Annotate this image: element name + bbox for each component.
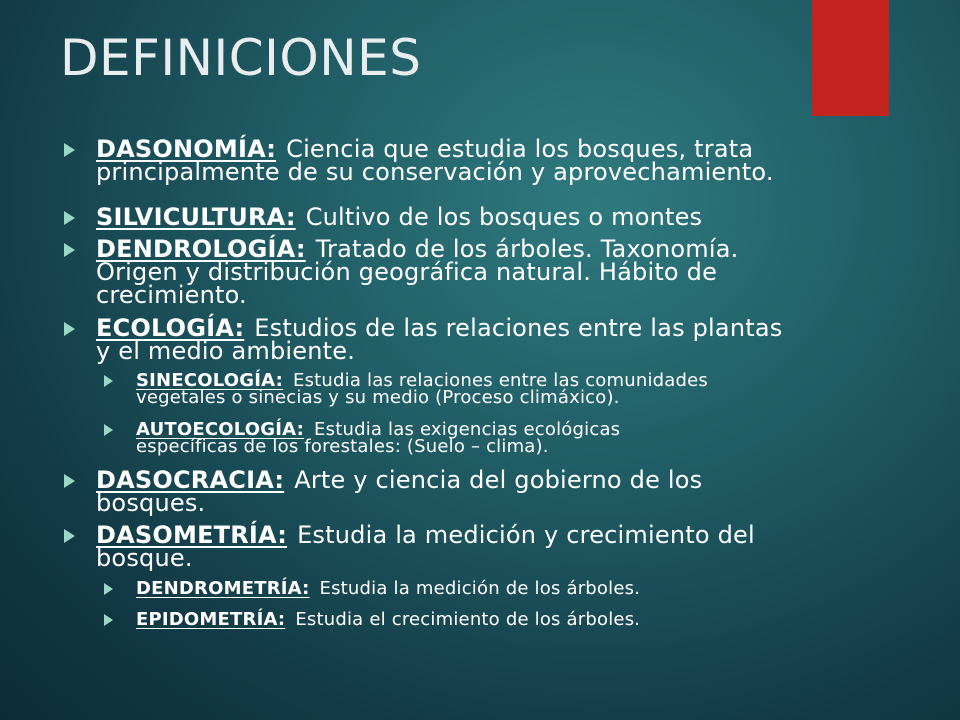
- item-line: [96, 465, 920, 494]
- list-item-dasocracia: [60, 465, 920, 517]
- item-line: [136, 609, 920, 631]
- term-label: EPIDOMETRÍA:: [136, 609, 286, 631]
- term-label: SINECOLOGÍA:: [136, 370, 283, 392]
- bullet-arrow-icon: [64, 322, 75, 336]
- definition-text: Tratado de los árboles. Taxonomía.: [315, 235, 739, 264]
- bullet-arrow-icon: [64, 529, 75, 543]
- term-label: DASONOMÍA:: [96, 135, 277, 163]
- bullet-arrow-icon: [104, 583, 113, 595]
- list-item-dasonomia: [60, 135, 920, 186]
- bullet-arrow-icon: [64, 243, 75, 257]
- term-label: SILVICULTURA:: [96, 202, 296, 231]
- list-item-silvicultura: [60, 202, 920, 231]
- list-item-sinecologia: [100, 370, 920, 409]
- item-line: [96, 521, 920, 550]
- definition-text: Estudia la medición de los árboles.: [319, 577, 641, 599]
- definition-text: bosque.: [96, 544, 193, 573]
- item-line: [136, 577, 920, 599]
- list-item-dendrologia: [60, 235, 920, 309]
- definition-text: específicas de los forestales: (Suelo – clima).: [136, 435, 549, 457]
- definition-text: principalmente de su conservación y aprovechamiento.: [96, 157, 774, 186]
- bullet-arrow-icon: [104, 424, 113, 436]
- definition-text: Cultivo de los bosques o montes: [305, 202, 703, 231]
- item-line: [96, 202, 920, 231]
- term-label: DASOMETRÍA:: [96, 521, 288, 550]
- definition-text: Estudia las relaciones entre las comunidades: [293, 370, 708, 392]
- list-item-dasometria: [60, 521, 920, 573]
- bullet-arrow-icon: [64, 211, 75, 225]
- definition-text: Ciencia que estudia los bosques, trata: [286, 135, 754, 163]
- term-label: DENDROMETRÍA:: [136, 577, 310, 599]
- list-item-epidometria: [100, 609, 920, 631]
- definition-text: Estudia el crecimiento de los árboles.: [295, 609, 641, 631]
- bullet-arrow-icon: [64, 474, 75, 488]
- definition-text: Estudios de las relaciones entre las plantas: [254, 313, 783, 342]
- definition-text: Origen y distribución geográfica natural. Hábito de: [96, 258, 718, 287]
- term-label: ECOLOGÍA:: [96, 313, 245, 342]
- term-label: DENDROLOGÍA:: [96, 235, 306, 264]
- bullet-arrow-icon: [104, 375, 113, 387]
- term-label: AUTOECOLOGÍA:: [136, 418, 305, 440]
- term-label: DASOCRACIA:: [96, 465, 285, 494]
- definition-text: Estudia la medición y crecimiento del: [297, 521, 755, 550]
- bullet-arrow-icon: [104, 614, 113, 626]
- list-item-ecologia: [60, 313, 920, 365]
- list-item-autoecologia: [100, 418, 920, 457]
- slide-title: DEFINICIONES: [60, 29, 422, 87]
- definition-text: crecimiento.: [96, 280, 247, 309]
- definitions-list: [60, 135, 920, 642]
- definition-text: vegetales o sinecias y su medio (Proceso climáxico).: [136, 387, 620, 409]
- bullet-arrow-icon: [64, 143, 75, 157]
- accent-bar: [812, 0, 889, 116]
- list-item-dendrometria: [100, 577, 920, 599]
- definition-text: y el medio ambiente.: [96, 336, 356, 365]
- definition-text: Estudia las exigencias ecológicas: [314, 418, 621, 440]
- definition-text: bosques.: [96, 488, 206, 517]
- definition-text: Arte y ciencia del gobierno de los: [294, 465, 703, 494]
